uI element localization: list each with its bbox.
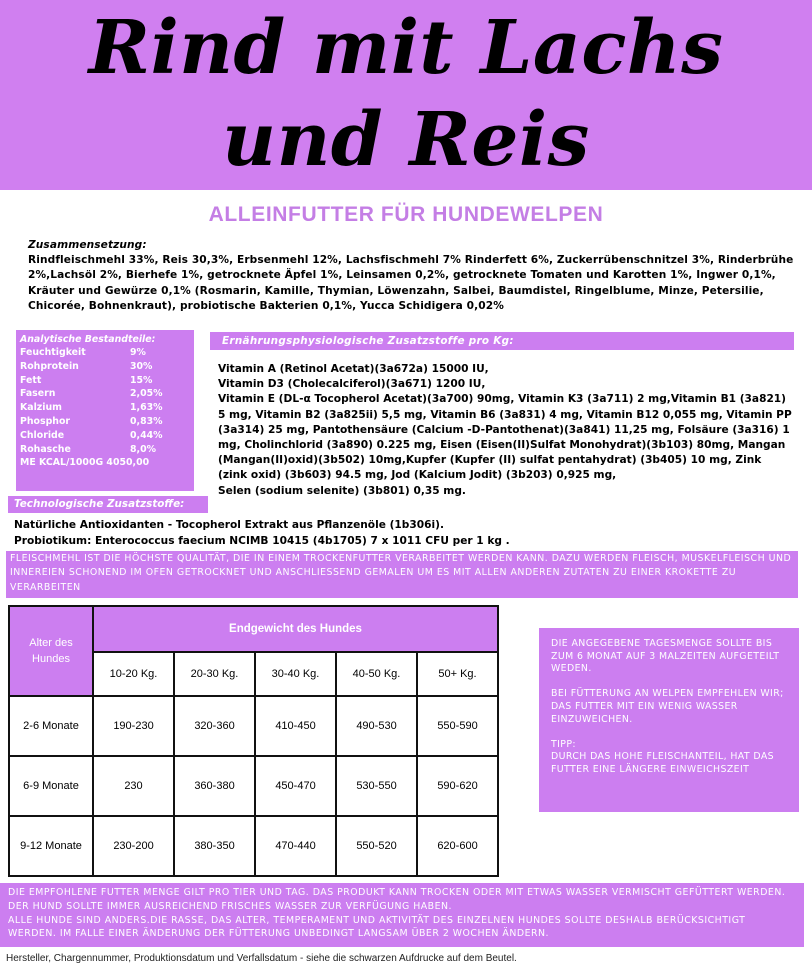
analytic-row: [20, 374, 194, 388]
technological-list: [14, 518, 714, 549]
technological-line: Probiotikum: Enterococcus faecium NCIMB 10415 (4b1705) 7 x 1011 CFU per 1 kg .: [14, 534, 510, 547]
tip-paragraph: DIE ANGEGEBENE TAGESMENGE SOLLTE BIS ZUM 6 MONAT AUF 3 MALZEITEN AUFGETEILT WEDEN.: [551, 638, 780, 675]
analytic-name: Rohasche: [20, 443, 71, 455]
nutrition-list: [218, 362, 794, 499]
amount-cell: 530-550: [336, 756, 417, 816]
analytic-row: [20, 360, 194, 374]
title-banner: [0, 0, 812, 190]
age-cell: 2-6 Monate: [9, 696, 93, 756]
analytic-value: 0,83%: [130, 415, 163, 427]
advice-line: DIE EMPFOHLENE FUTTER MENGE GILT PRO TIER UND TAG. DAS PRODUKT KANN TROCKEN ODER MIT ETWAS WASSER VERMISCHT GEFÜTTERT WERDEN. DER HUND SOLLTE IMMER AUSREICHEND FRISCHES WASSER ZUR VERFÜGUNG HABEN.: [8, 887, 786, 912]
meat-note: FLEISCHMEHL IST DIE HÖCHSTE QUALITÄT, DIE IN EINEM TROCKENFUTTER VERARBEITET WERDEN KANN. DAZU WERDEN FLEISCH, MUSKELFLEISCH UND INNEREIEN SCHONEND IM OFEN GETROCKNET UND ANSCHLIESSEND GEMALEN UM ES MIT ALLEN ANDEREN ZUTATEN ZU EINER KROKETTE ZU VERARBEITEN: [6, 551, 798, 598]
nutrition-title: Ernährungsphysiologische Zusatzstoffe pro Kg:: [210, 332, 794, 350]
amount-cell: 410-450: [255, 696, 336, 756]
technological-line: Natürliche Antioxidanten - Tocopherol Extrakt aus Pflanzenöle (1b306i).: [14, 519, 444, 531]
table-row: [9, 696, 498, 756]
amount-cell: 360-380: [174, 756, 255, 816]
nutrition-line: Selen (sodium selenite) (3b801) 0,35 mg.: [218, 484, 466, 497]
analytic-name: Feuchtigkeit: [20, 347, 86, 358]
analytic-name: Phosphor: [20, 415, 71, 427]
analytic-value: 9%: [130, 347, 146, 358]
amount-cell: 550-520: [336, 816, 417, 876]
analytic-name: Kalzium: [20, 402, 62, 414]
nutrition-line: Vitamin A (Retinol Acetat)(3a672a) 15000 IU,: [218, 363, 489, 375]
analytic-row: [20, 415, 194, 429]
weight-header: 20-30 Kg.: [174, 652, 255, 696]
weight-header: 10-20 Kg.: [93, 652, 174, 696]
analytic-name: Fasern: [20, 388, 56, 400]
analytic-value: 1,63%: [130, 402, 163, 414]
weight-group-header: Endgewicht des Hundes: [93, 606, 498, 652]
feeding-tip-box: [539, 628, 799, 812]
analytic-row: [20, 429, 194, 443]
amount-cell: 490-530: [336, 696, 417, 756]
amount-cell: 550-590: [417, 696, 498, 756]
composition-label: Zusammensetzung:: [28, 239, 147, 251]
advice-line: ALLE HUNDE SIND ANDERS.DIE RASSE, DAS ALTER, TEMPERAMENT UND AKTIVITÄT DES EINZELNEN HUNDES SOLLTE DESHALB BERÜCKSICHTIGT WERDEN. IM FALLE EINER ÄNDERUNG DER FÜTTERUNG UNBEDINGT LANGSAM ÜBER 2 WOCHEN ÄNDERN.: [8, 914, 746, 940]
amount-cell: 230: [93, 756, 174, 816]
nutrition-line: Vitamin D3 (Cholecalciferol)(3a671) 1200 IU,: [218, 378, 486, 391]
analytic-value: 0,44%: [130, 429, 163, 441]
analytic-row: [20, 387, 194, 401]
amount-cell: 320-360: [174, 696, 255, 756]
analytic-energy: ME KCAL/1000G 4050,00: [20, 457, 150, 469]
analytic-box: [16, 330, 194, 491]
analytic-name: Fett: [20, 374, 42, 386]
composition-text: Rindfleischmehl 33%, Reis 30,3%, Erbsenmehl 12%, Lachsfischmehl 7% Rinderfett 6%, Zuckerrübenschnitzel 3%, Rinderbrühe 2%,Lachsöl 2%, Bierhefe 1%, getrocknete Äpfel 1%, Leinsamen 0,2%, getrocknete Tomaten und Karotten 1%, Ingwer 0,1%, Kräuter und Gewürze 0,1% (Rosmarin, Kamille, Thymian, Löwenzahn, Salbei, Baumdistel, Ringelblume, Minze, Petersilie, Chicorée, Bohnenkraut), probiotische Bakterien 0,1%, Yucca Schidigera 0,02%: [28, 254, 794, 312]
page-title: Rind mit Lachs und Reis: [88, 5, 724, 183]
amount-cell: 450-470: [255, 756, 336, 816]
subtitle: ALLEINFUTTER FÜR HUNDEWELPEN: [208, 203, 604, 226]
tip-text: DURCH DAS HOHE FLEISCHANTEIL, HAT DAS FUTTER EINE LÄNGERE EINWEICHSZEIT: [551, 751, 775, 775]
footer-note: Hersteller, Chargennummer, Produktionsdatum und Verfallsdatum - siehe die schwarzen Aufdrucke auf dem Beutel.: [6, 953, 517, 964]
composition-section: [28, 238, 798, 314]
weight-header: 50+ Kg.: [417, 652, 498, 696]
table-header-row: [9, 606, 498, 652]
analytic-row: [20, 346, 194, 360]
analytic-value: 2,05%: [130, 388, 163, 400]
amount-cell: 190-230: [93, 696, 174, 756]
analytic-row: [20, 401, 194, 415]
analytic-row: [20, 443, 194, 457]
technological-title: Technologische Zusatzstoffe:: [8, 496, 208, 513]
analytic-value: 8,0%: [130, 443, 157, 455]
nutrition-line: Vitamin E (DL-α Tocopherol Acetat)(3a700) 90mg, Vitamin K3 (3a711) 2 mg,Vitamin B1 (3a821) 5 mg, Vitamin B2 (3a825ii) 5,5 mg, Vitamin B6 (3a831) 4 mg, Vitamin B12 0,055 mg, Vitamin PP (3a314) 25 mg, Pantothensäure (Calcium -D-Pantothenat)(3a841) 11,25 mg, Folsäure (3a316) 1 mg, Cholinchlorid (3a890) 0.225 mg, Eisen (Eisen(II)Sulfat Monohydrat)(3b103) 80mg, Mangan (Mangan(II)oxid)(3b502) 10mg,Kupfer (Kupfer (II) sulfat pentahydrat) (3b405) 10 mg, Zink (zink oxid) (3b603) 94.5 mg, Jod (Kalcium Jodit) (3b203) 0,925 mg,: [218, 393, 792, 482]
tip-paragraph: BEI FÜTTERUNG AN WELPEN EMPFEHLEN WIR; DAS FUTTER MIT EIN WENIG WASSER EINZUWEICHEN.: [551, 688, 784, 725]
analytic-value: 30%: [130, 360, 153, 372]
analytic-value: 15%: [130, 374, 153, 386]
feeding-table: [8, 605, 499, 877]
amount-cell: 620-600: [417, 816, 498, 876]
age-column-header: Alter des Hundes: [9, 606, 93, 696]
weight-header: 30-40 Kg.: [255, 652, 336, 696]
age-cell: 6-9 Monate: [9, 756, 93, 816]
amount-cell: 590-620: [417, 756, 498, 816]
analytic-title: Analytische Bestandteile:: [20, 334, 156, 345]
analytic-name: Chloride: [20, 429, 65, 441]
amount-cell: 380-350: [174, 816, 255, 876]
tip-label: TIPP:: [551, 738, 576, 750]
analytic-name: Rohprotein: [20, 360, 79, 372]
weight-header: 40-50 Kg.: [336, 652, 417, 696]
amount-cell: 470-440: [255, 816, 336, 876]
amount-cell: 230-200: [93, 816, 174, 876]
feeding-advice-note: [0, 883, 804, 947]
table-row: [9, 816, 498, 876]
age-cell: 9-12 Monate: [9, 816, 93, 876]
table-row: [9, 756, 498, 816]
